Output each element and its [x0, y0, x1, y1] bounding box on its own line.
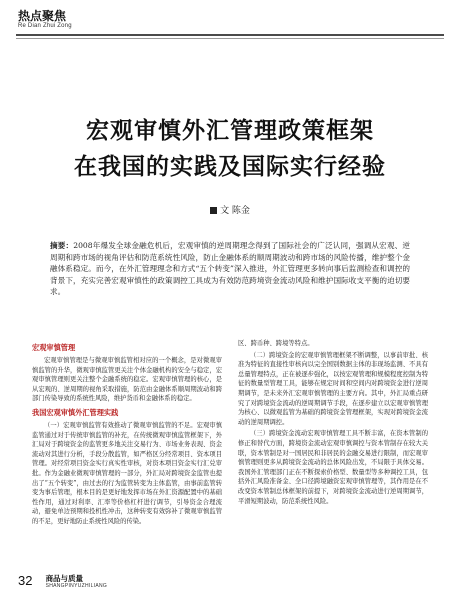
publication-pinyin: SHANGPINYUZHILIANG: [45, 583, 108, 589]
header-rule-thin: [16, 38, 444, 39]
byline: [0, 205, 460, 217]
body-paragraph: 区、跨币种、跨境等特点。: [238, 340, 314, 347]
publication-mark: [46, 574, 108, 589]
abstract: [50, 240, 410, 298]
body-column-right: [238, 339, 428, 508]
byline-author: 文 陈金: [220, 206, 250, 216]
column-title: 热点聚焦: [18, 9, 67, 23]
body-paragraph: 宏观审慎管理是与微观审慎监管相对应的一个概念，是对微观审慎监管的升华，微观审慎监管更关注个体金融机构的安全与稳定，宏观审慎管理则更关注整个金融系统的稳定。宏观审慎管理的核心，是从宏观的、逆周期的视角采取措施，防范由金融体系顺周期波动和跨部门传染导致的系统性风险，维护货币和金融体系的稳定。: [32, 357, 222, 403]
abstract-label: 摘要：: [50, 241, 74, 250]
page-footer: [18, 574, 107, 593]
page-number: 32: [18, 573, 33, 588]
section-heading: 我国宏观审慎外汇管理实践: [32, 407, 119, 417]
column-header: [18, 10, 72, 30]
article-title-line-2: 在我国的实践及国际实行经验: [74, 154, 386, 180]
header-rule: [16, 34, 444, 36]
article-title-line-1: 宏观审慎外汇管理政策框架: [86, 118, 374, 144]
byline-square-icon: [210, 207, 217, 214]
body-paragraph: （三）跨境资金流动宏观审慎管理工具不断丰富，在资本管制的修正和替代方面，跨境资金流动宏观审慎调控与资本管制存在较大关联，资本管制是对一国居民和非居民的金融交易进行限制，而宏观审慎管理则更多从跨境资金流动的总体风险出发，不局限于具体交易。我国外汇管理部门正在不断探索价格型、数量型等多种调控工具，包括外汇风险准备金、全口径跨境融资宏观审慎管理等，其作用是在不改变资本管制总体框架的前提下，对跨境资金流动进行逆周期调节，平滑短期波动，防范系统性风险。: [238, 430, 428, 505]
body-column-left: [32, 339, 222, 529]
publication-title: 商品与质量: [45, 574, 84, 583]
body-paragraph: （二）跨境资金的宏观审慎管理框架不断调整，以事前审批、核准为特征的直接性审核向以完全国别数据主体的非现场监测、不具有总量管理特点，正在被逐步强化，以按宏观管理和规模程度控制为特征的数量型管理工具，能够在规定时间和空间内对跨境资金进行逆周期调节，是未来外汇宏观审慎管理的主要方向。其中，外汇局重点研究了对跨境资金流动的逆周期调节手段，在逐步建立以宏观审慎管理为核心、以微观监管为基础的跨境资金管理框架，实现对跨境资金流动的逆周期调控。: [238, 351, 428, 426]
abstract-text: 2008年爆发全球金融危机后，宏观审慎的逆周期理念得到了国际社会的广泛认同，强调从宏观、逆周期和跨市场的视角评估和防范系统性风险，防止金融体系的顺周期波动和跨市场的风险传播，维护整个金融体系稳定。而今，在外汇管理理念和方式“五个转变”深入推进，外汇管理更多转向事后监测检查和调控的背景下，充实完善宏观审慎性的政策调控工具成为有效防范跨境资金流动风险和维护国际收支平衡的迫切要求。: [50, 241, 410, 296]
body-paragraph: （一）宏观审慎监管有效推动了微观审慎监管的不足。宏观审慎监管通过对于传统审慎监管的补充，在传统微观审慎监管框架下，外汇局对于跨境资金的监管更多地关注交易行为、市场业务表现、资金流动对其进行分析，手段分散监管，如严格区分经常项目、资本项目管理。对经常项目资金实行真实性审核，对资本项目资金实行汇兑审批。作为金融业微观审慎管理的一部分，外汇局对跨境资金监管也提出了“五个转变”，由过去的行为监管转变为主体监管，由事前监管转变为事后管理，根本目的是更好地发挥市场在外汇资源配置中的基础性作用，通过对利率、汇率等价格杠杆进行调节，引导资金合理流动，避免单边预期和投机性冲击，这种转变有效弥补了微观审慎监管的不足，更好地防止系统性风险的传染。: [32, 421, 222, 525]
section-heading: 宏观审慎管理: [32, 343, 76, 352]
column-pinyin: Re Dian Zhui Zong: [18, 23, 72, 29]
